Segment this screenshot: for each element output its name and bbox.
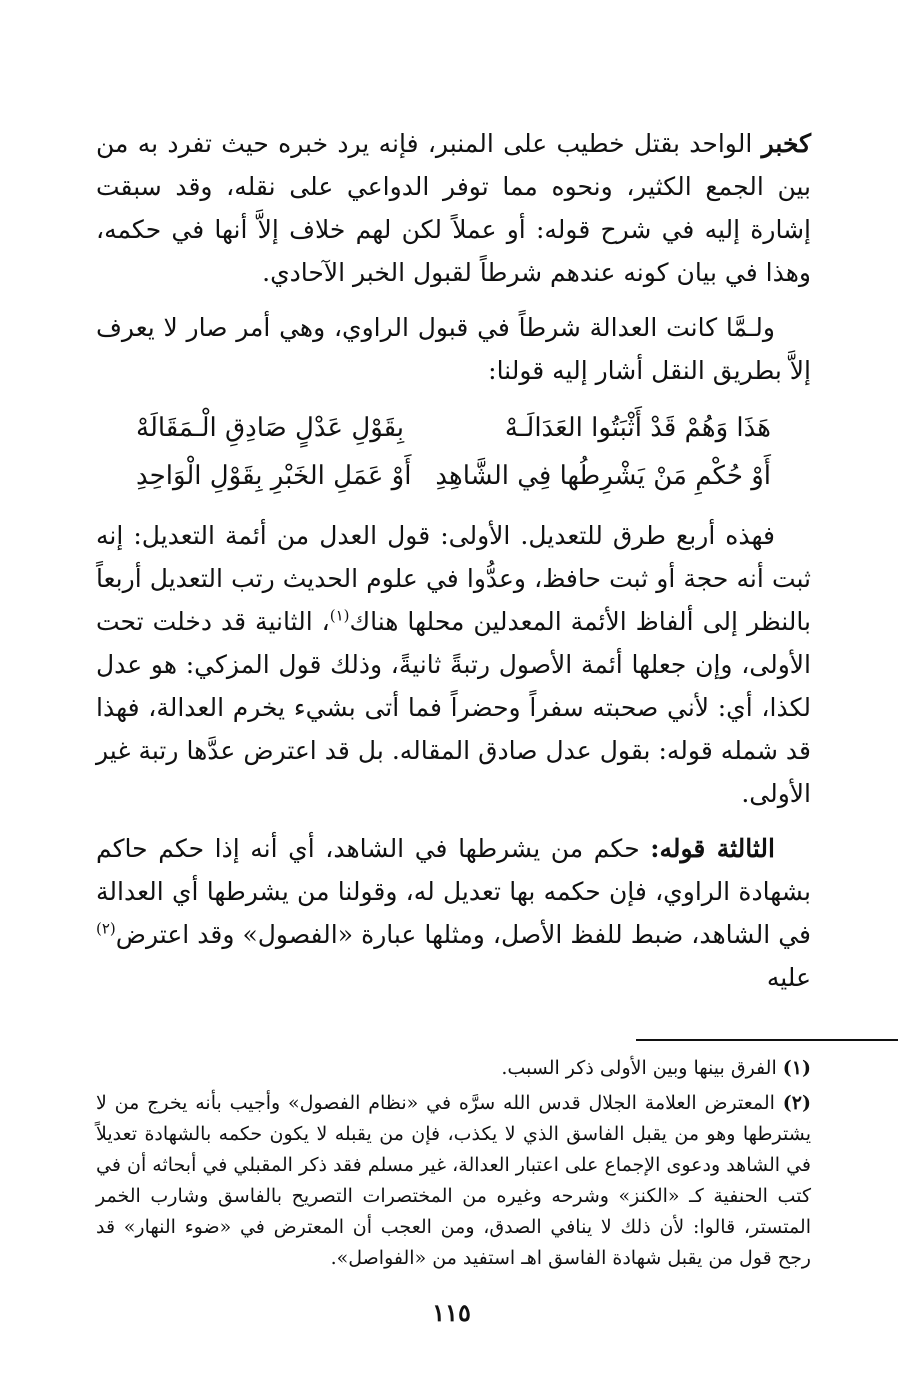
paragraph-text: ولـمَّا كانت العدالة شرطاً في قبول الراوي، وهي أمر صار لا يعرف إلاَّ بطريق النقل أشار إليه قولنا:: [96, 313, 811, 385]
paragraph-text-cont: ، الثانية قد دخلت تحت الأولى، وإن جعلها أئمة الأصول رتبةً ثانيةً، وذلك قول المزكي: هو عدل لكذا، أي: لأني صحبته سفراً وحضراً فما أتى بشيء يخرم العدالة، فهذا قد شمله قوله: بقول عدل صادق المقاله. بل قد اعترض عدَّها رتبة غير الأولى.: [96, 607, 811, 808]
bold-lead: كخبر: [761, 129, 811, 158]
verse-line-1: [136, 404, 771, 452]
footnote-1: [96, 1053, 811, 1084]
hemistich-right: هَذَا وَهُمْ قَدْ أَثْبَتُوا العَدَالَـهْ: [504, 413, 771, 443]
separator-rule: [636, 1039, 898, 1041]
paragraph-3: [96, 514, 811, 815]
bold-lead: الثالثة قوله:: [650, 834, 775, 863]
footnote-separator: [96, 1039, 811, 1041]
footnote-ref-2[interactable]: (٢): [96, 919, 116, 938]
page-number: ١١٥: [432, 1298, 471, 1327]
paragraph-1: [96, 122, 811, 294]
hemistich-left: أَوْ عَمَلِ الخَبْرِ بِقَوْلِ الْوَاحِدِ: [136, 461, 412, 491]
hemistich-right: أَوْ حُكْمِ مَنْ يَشْرِطُها فِي الشَّاهِدِ: [435, 461, 771, 491]
verse-line-2: [136, 452, 771, 500]
paragraph-text: الواحد بقتل خطيب على المنبر، فإنه يرد خبره حيث تفرد به من بين الجمع الكثير، ونحوه مما توفر الدواعي على نقله، وقد سبقت إشارة إليه في شرح قوله: أو عملاً لكن لهم خلاف إلاَّ أنها في حكمه، وهذا في بيان كونه عندهم شرطاً لقبول الخبر الآحادي.: [96, 129, 811, 287]
paragraph-text: حكم من يشرطها في الشاهد، أي أنه إذا حكم حاكم بشهادة الراوي، فإن حكمه بها تعديل له، وقولنا من يشرطها أي العدالة في الشاهد، ضبط للفظ الأصل، ومثلها عبارة «الفصول» وقد اعترض: [96, 834, 811, 949]
hemistich-left: بِقَوْلِ عَدْلٍ صَادِقِ الْـمَقَالَهْ: [136, 413, 405, 443]
footnote-mark: (٢): [782, 1092, 811, 1114]
footnote-mark: (١): [782, 1057, 811, 1079]
footnote-ref-1[interactable]: (١): [329, 606, 350, 625]
paragraph-text-cont: عليه: [766, 963, 811, 992]
footnote-text: المعترض العلامة الجلال قدس الله سرَّه في «نظام الفصول» وأجيب بأنه يخرج من لا يشترطها وهو من يقبل الفاسق الذي لا يكذب، فإن من يقبله لا يكون حكمه بالشهادة تعديلاً في الشاهد ودعوى الإجماع على اعتبار العدالة، غير مسلم فقد ذكر المقبلي في أبحاثه أن في كتب الحنفية كـ «الكنز» وشرحه وغيره من المختصرات التصريح بالفاسق وشارب الخمر المتستر، قالوا: لأن ذلك لا ينافي الصدق، ومن العجب أن المعترض في «ضوء النهار» قد رجح قول من يقبل شهادة الفاسق اهـ استفيد من «الفواصل».: [96, 1092, 811, 1269]
footnote-2: [96, 1088, 811, 1274]
paragraph-4: [96, 827, 811, 999]
paragraph-text: فهذه أربع طرق للتعديل. الأولى: قول العدل من أئمة التعديل: إنه ثبت أنه حجة أو ثبت حافظ، وعدُّوا في علوم الحديث رتب التعديل أربعاً بالنظر إلى ألفاظ الأئمة المعدلين محلها هناك: [96, 521, 811, 636]
footnote-text: الفرق بينها وبين الأولى ذكر السبب.: [501, 1057, 777, 1079]
poem-verses: [136, 404, 771, 500]
paragraph-2: [96, 306, 811, 392]
